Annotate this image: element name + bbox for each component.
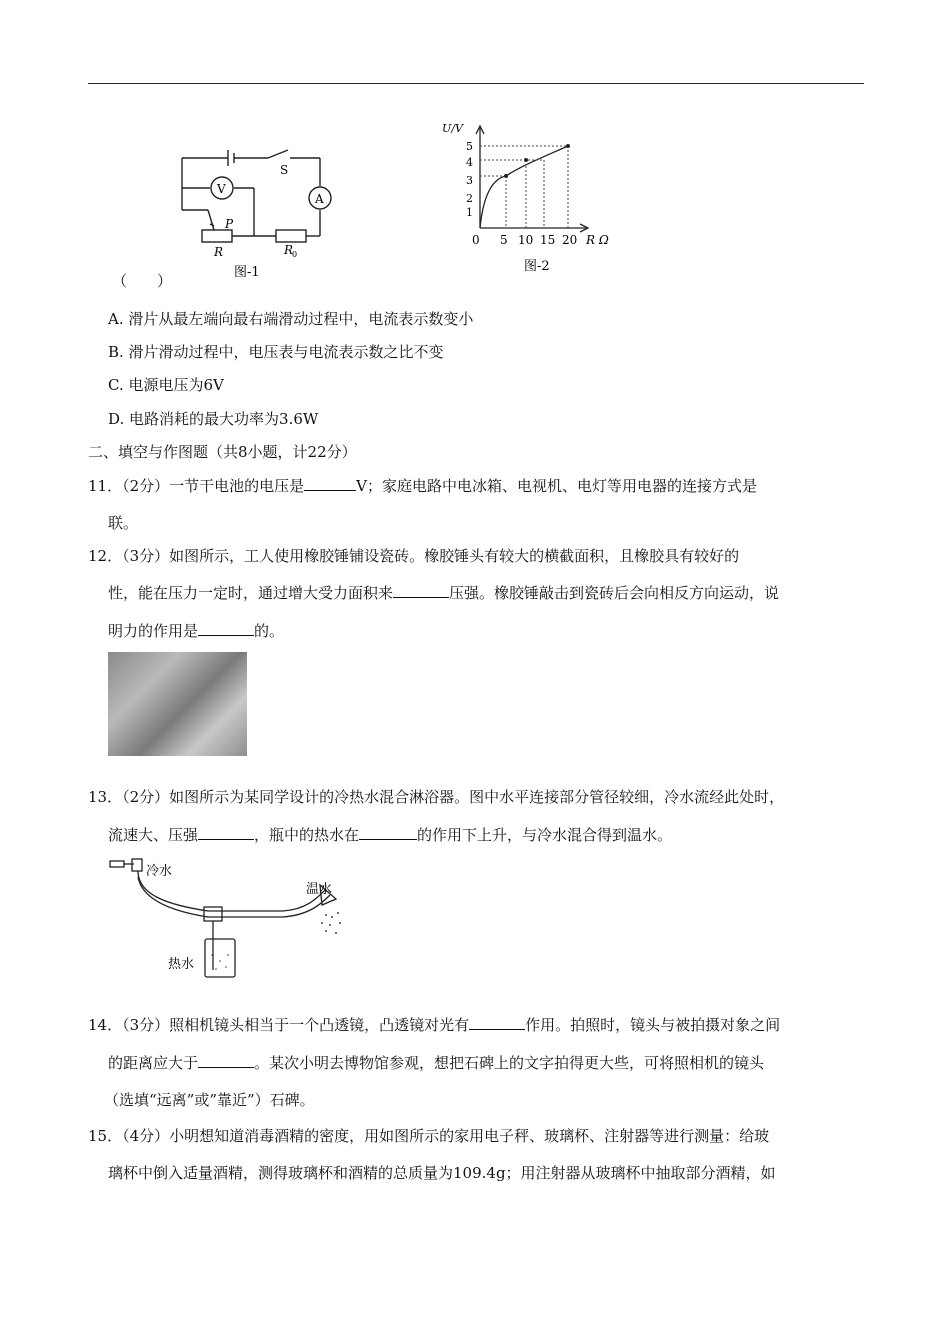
question-11-line-1: 11．（2分）一节干电池的电压是 V；家庭电路中电冰箱、电视机、电灯等用电器的连接方式是	[88, 477, 757, 495]
question-11-line-2: 联。	[108, 514, 139, 532]
x-tick: 20	[562, 233, 578, 247]
question-12-line-1: 12．（3分）如图所示，工人使用橡胶锤铺设瓷砖。橡胶锤头有较大的横截面积，且橡胶具有较好的	[88, 547, 740, 565]
x-tick: 10	[518, 233, 534, 247]
x-tick: 5	[500, 233, 508, 247]
answer-blank[interactable]	[198, 825, 254, 840]
y-tick: 4	[466, 156, 473, 169]
circuit-figure	[170, 140, 350, 285]
graph-figure	[436, 118, 626, 278]
hot-water-label: 热水	[168, 957, 195, 972]
answer-blank[interactable]	[393, 583, 449, 598]
y-axis-label: U/V	[442, 122, 463, 135]
option-a: A. 滑片从最左端向最右端滑动过程中，电流表示数变小	[108, 310, 474, 328]
voltmeter-label: V	[217, 182, 226, 196]
header-rule	[88, 83, 864, 84]
ammeter-label: A	[315, 192, 324, 206]
resistor-subscript: 0	[292, 250, 298, 259]
question-14-line-2: 的距离应大于 。某次小明去博物馆参观，想把石碑上的文字拍得更大些，可将照相机的镜头	[108, 1054, 765, 1072]
switch-label: S	[280, 163, 289, 177]
option-b: B. 滑片滑动过程中，电压表与电流表示数之比不变	[108, 343, 444, 361]
y-tick: 3	[466, 174, 473, 187]
x-tick: 0	[472, 233, 480, 247]
figure-1-caption: 图-1	[234, 265, 260, 280]
warm-water-label: 温水	[306, 882, 333, 897]
y-tick: 5	[466, 140, 473, 153]
answer-blank[interactable]	[304, 476, 356, 491]
answer-blank[interactable]	[359, 825, 417, 840]
question-13-line-1: 13．（2分）如图所示为某同学设计的冷热水混合淋浴器。图中水平连接部分管径较细，冷水流经此处时，	[88, 788, 785, 806]
cold-water-label: 冷水	[146, 864, 173, 879]
answer-blank[interactable]	[469, 1015, 525, 1030]
answer-blank[interactable]	[198, 621, 254, 636]
rheostat-label: R	[214, 245, 224, 259]
question-15-line-1: 15．（4分）小明想知道消毒酒精的密度，用如图所示的家用电子秤、玻璃杯、注射器等进行测量：给玻	[88, 1127, 770, 1145]
answer-blank[interactable]	[198, 1053, 254, 1068]
resistor-label: R	[284, 243, 294, 257]
question-13-line-2: 流速大、压强 ，瓶中的热水在 的作用下上升，与冷水混合得到温水。	[108, 826, 673, 844]
y-tick: 2	[466, 192, 473, 205]
answer-parentheses: （ ）	[112, 272, 173, 290]
shower-mixer-figure	[108, 855, 353, 985]
question-12-line-2: 性，能在压力一定时，通过增大受力面积来 压强。橡胶锤敲击到瓷砖后会向相反方向运动，说	[108, 584, 780, 602]
y-tick: 1	[466, 206, 473, 219]
x-axis-label: R Ω	[586, 233, 609, 247]
question-14-line-3: （选填“远离”或”靠近”）石碑。	[104, 1091, 315, 1109]
option-c: C. 电源电压为6V	[108, 376, 224, 394]
question-12-line-3: 明力的作用是 的。	[108, 622, 285, 640]
option-d: D. 电路消耗的最大功率为3.6W	[108, 410, 319, 428]
question-15-line-2: 璃杯中倒入适量酒精，测得玻璃杯和酒精的总质量为109.4g；用注射器从玻璃杯中抽取部分酒精，如	[108, 1164, 776, 1182]
slider-label: P	[225, 217, 234, 231]
figure-2-caption: 图-2	[524, 259, 550, 274]
x-tick: 15	[540, 233, 556, 247]
section-title: 二、填空与作图题（共8小题，计22分）	[88, 443, 357, 461]
rubber-mallet-photo	[108, 652, 247, 756]
question-14-line-1: 14．（3分）照相机镜头相当于一个凸透镜，凸透镜对光有 作用。拍照时，镜头与被拍摄对象之间	[88, 1016, 781, 1034]
